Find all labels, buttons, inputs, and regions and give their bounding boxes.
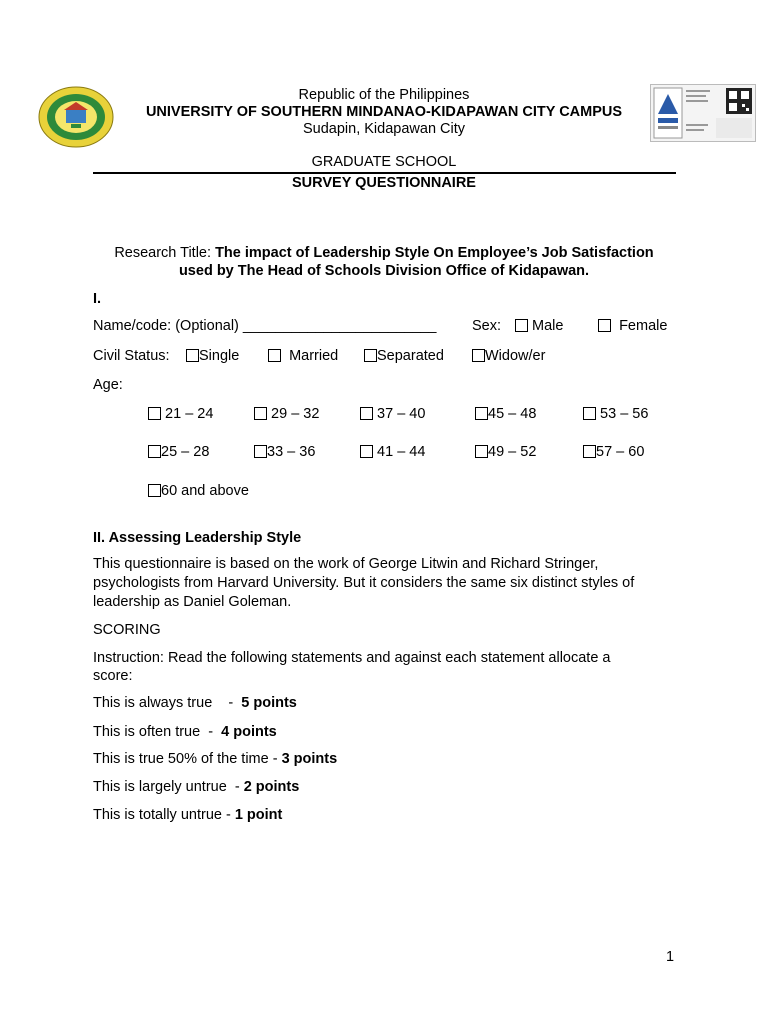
age-option[interactable] <box>254 406 319 422</box>
score-text: This is often true - <box>93 724 222 740</box>
score-line <box>93 751 337 767</box>
intro-paragraph-line-1: This questionnaire is based on the work of George Litwin and Richard Stringer, <box>93 556 599 572</box>
tuv-certified-icon <box>650 84 756 142</box>
score-points: 3 points <box>281 751 338 767</box>
age-option-label: 29 – 32 <box>271 406 320 422</box>
age-option-label: 33 – 36 <box>267 444 316 460</box>
header-divider <box>93 172 676 174</box>
score-points: 2 points <box>243 779 300 795</box>
instruction-line-1: Instruction: Read the following statements and against each statement allocate a <box>93 650 611 666</box>
intro-paragraph-line-2: psychologists from Harvard University. But it considers the same six distinct styles of <box>93 575 635 591</box>
checkbox-icon[interactable] <box>148 484 161 497</box>
civil-option-single[interactable] <box>186 348 239 364</box>
score-points: 1 point <box>234 807 283 823</box>
age-option-label: 45 – 48 <box>488 406 537 422</box>
civil-option-label: Separated <box>377 348 444 364</box>
age-option[interactable] <box>148 483 249 499</box>
page-number: 1 <box>666 949 675 965</box>
section-1-heading: I. <box>93 291 102 307</box>
age-option-label: 60 and above <box>161 483 249 499</box>
age-option[interactable] <box>360 406 425 422</box>
sex-option-label: Male <box>532 318 564 334</box>
checkbox-icon[interactable] <box>186 349 199 362</box>
name-field[interactable]: Name/code: (Optional) ________________________ <box>93 318 437 334</box>
scoring-heading: SCORING <box>93 622 161 638</box>
civil-option-label: Widow/er <box>485 348 546 364</box>
checkbox-icon[interactable] <box>360 445 373 458</box>
score-text: This is true 50% of the time - <box>93 751 282 767</box>
checkbox-icon[interactable] <box>598 319 611 332</box>
score-text: This is totally untrue - <box>93 807 235 823</box>
university-name: UNIVERSITY OF SOUTHERN MINDANAO-KIDAPAWAN CITY CAMPUS <box>145 104 623 120</box>
checkbox-icon[interactable] <box>472 349 485 362</box>
sex-option-female[interactable] <box>598 318 667 334</box>
score-line <box>93 807 282 823</box>
score-points: 4 points <box>221 724 277 740</box>
age-option[interactable] <box>254 444 315 460</box>
age-option[interactable] <box>360 444 425 460</box>
age-option-label: 57 – 60 <box>596 444 645 460</box>
score-text: This is largely untrue - <box>93 779 244 795</box>
civil-option-separated[interactable] <box>364 348 444 364</box>
intro-paragraph-line-3: leadership as Daniel Goleman. <box>93 594 292 610</box>
age-option-label: 53 – 56 <box>600 406 649 422</box>
document-title: SURVEY QUESTIONNAIRE <box>292 175 476 191</box>
score-points: 5 points <box>241 695 297 711</box>
age-option[interactable] <box>148 406 213 422</box>
checkbox-icon[interactable] <box>148 445 161 458</box>
civil-option-label: Single <box>199 348 240 364</box>
checkbox-icon[interactable] <box>475 407 488 420</box>
checkbox-icon[interactable] <box>148 407 161 420</box>
checkbox-icon[interactable] <box>583 407 596 420</box>
score-line <box>93 695 297 711</box>
sex-label: Sex: <box>472 318 502 334</box>
score-text: This is always true - <box>93 695 242 711</box>
civil-status-label: Civil Status: <box>93 348 170 364</box>
age-option[interactable] <box>475 406 536 422</box>
age-label: Age: <box>93 377 123 393</box>
score-line <box>93 724 277 740</box>
age-option-label: 49 – 52 <box>488 444 537 460</box>
age-option-label: 41 – 44 <box>377 444 426 460</box>
section-2-heading: II. Assessing Leadership Style <box>93 530 302 546</box>
civil-option-label: Married <box>289 348 339 364</box>
age-option[interactable] <box>148 444 209 460</box>
age-option-label: 37 – 40 <box>377 406 426 422</box>
iso-certification-badge <box>650 84 756 142</box>
age-option[interactable] <box>583 444 644 460</box>
research-title-line-1 <box>0 245 768 261</box>
age-option[interactable] <box>475 444 536 460</box>
age-option-label: 25 – 28 <box>161 444 210 460</box>
age-option-label: 21 – 24 <box>165 406 214 422</box>
republic-line: Republic of the Philippines <box>298 87 470 103</box>
research-title-line-2: used by The Head of Schools Division Office of Kidapawan. <box>178 263 590 279</box>
instruction-line-2: score: <box>93 668 133 684</box>
civil-option-married[interactable] <box>268 348 338 364</box>
checkbox-icon[interactable] <box>360 407 373 420</box>
research-title-label: Research Title: <box>114 245 216 261</box>
checkbox-icon[interactable] <box>583 445 596 458</box>
sex-option-male[interactable] <box>515 318 563 334</box>
checkbox-icon[interactable] <box>254 407 267 420</box>
checkbox-icon[interactable] <box>364 349 377 362</box>
research-title-text-1: The impact of Leadership Style On Employee’s Job Satisfaction <box>215 245 654 261</box>
checkbox-icon[interactable] <box>268 349 281 362</box>
age-option[interactable] <box>583 406 648 422</box>
checkbox-icon[interactable] <box>475 445 488 458</box>
checkbox-icon[interactable] <box>254 445 267 458</box>
checkbox-icon[interactable] <box>515 319 528 332</box>
score-line <box>93 779 299 795</box>
sex-option-label: Female <box>619 318 668 334</box>
campus-address: Sudapin, Kidapawan City <box>302 121 466 137</box>
graduate-school-label: GRADUATE SCHOOL <box>311 154 457 170</box>
civil-option-widow[interactable] <box>472 348 545 364</box>
